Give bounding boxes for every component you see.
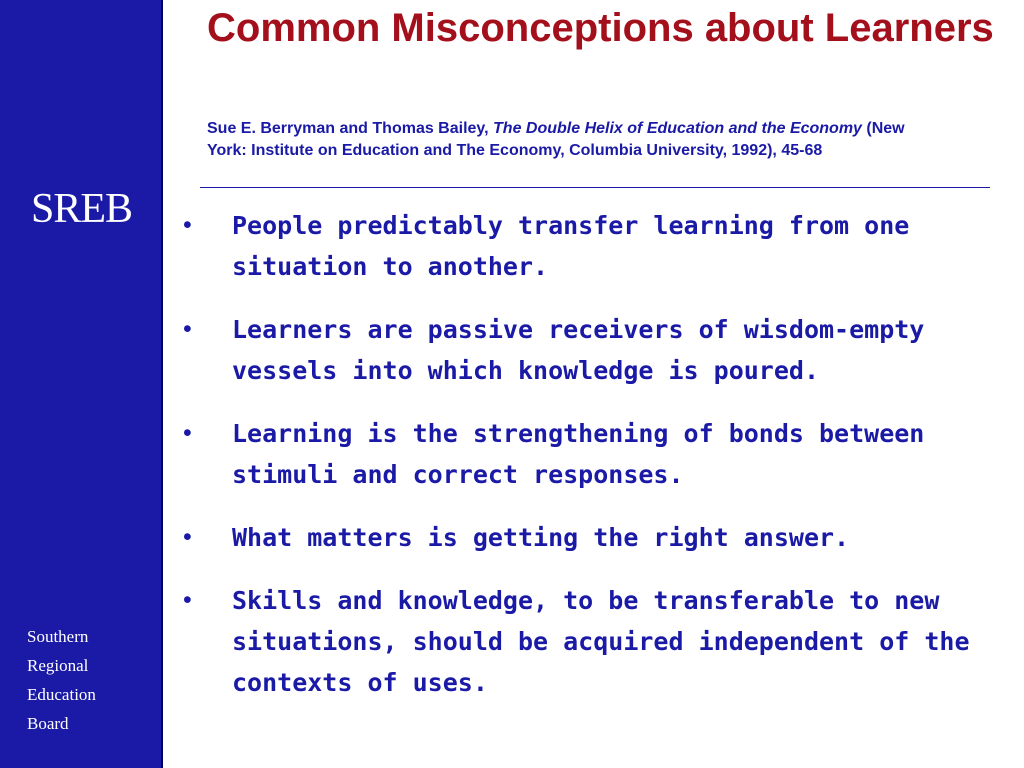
misconception-list [183,205,1013,725]
list-item-text: Learners are passive receivers of wisdom-empty vessels into which knowledge is poured. [232,315,925,385]
org-line: Board [27,714,69,733]
list-item-text: People predictably transfer learning from one situation to another. [232,211,910,281]
citation [207,118,947,162]
slide-title: Common Misconceptions about Learners [207,6,994,50]
bullet-icon: • [183,523,192,551]
list-item [183,517,1013,558]
org-line: Southern [27,627,89,646]
list-item [183,205,1013,287]
org-line: Education [27,685,96,704]
bullet-icon: • [183,211,192,239]
bullet-icon: • [183,586,192,614]
sidebar [0,0,163,768]
list-item [183,413,1013,495]
sreb-logo: SREB [30,186,133,232]
list-item [183,309,1013,391]
list-item [183,580,1013,703]
list-item-text: Learning is the strengthening of bonds between stimuli and correct responses. [232,419,925,489]
list-item-text: Skills and knowledge, to be transferable to new situations, should be acquired independent of the contexts of uses. [232,586,970,697]
title-divider [200,187,990,188]
sidebar-divider [161,0,163,768]
citation-publisher: (New York: Institute on Education and The Economy, Columbia University, 1992), 45-68 [207,120,905,159]
org-line: Regional [27,656,89,675]
bullet-icon: • [183,419,192,447]
citation-authors: Sue E. Berryman and Thomas Bailey, [207,120,494,137]
citation-book-title: The Double Helix of Education and the Economy [493,120,862,137]
bullet-icon: • [183,315,192,343]
organization-name [27,622,96,738]
list-item-text: What matters is getting the right answer. [232,523,850,552]
